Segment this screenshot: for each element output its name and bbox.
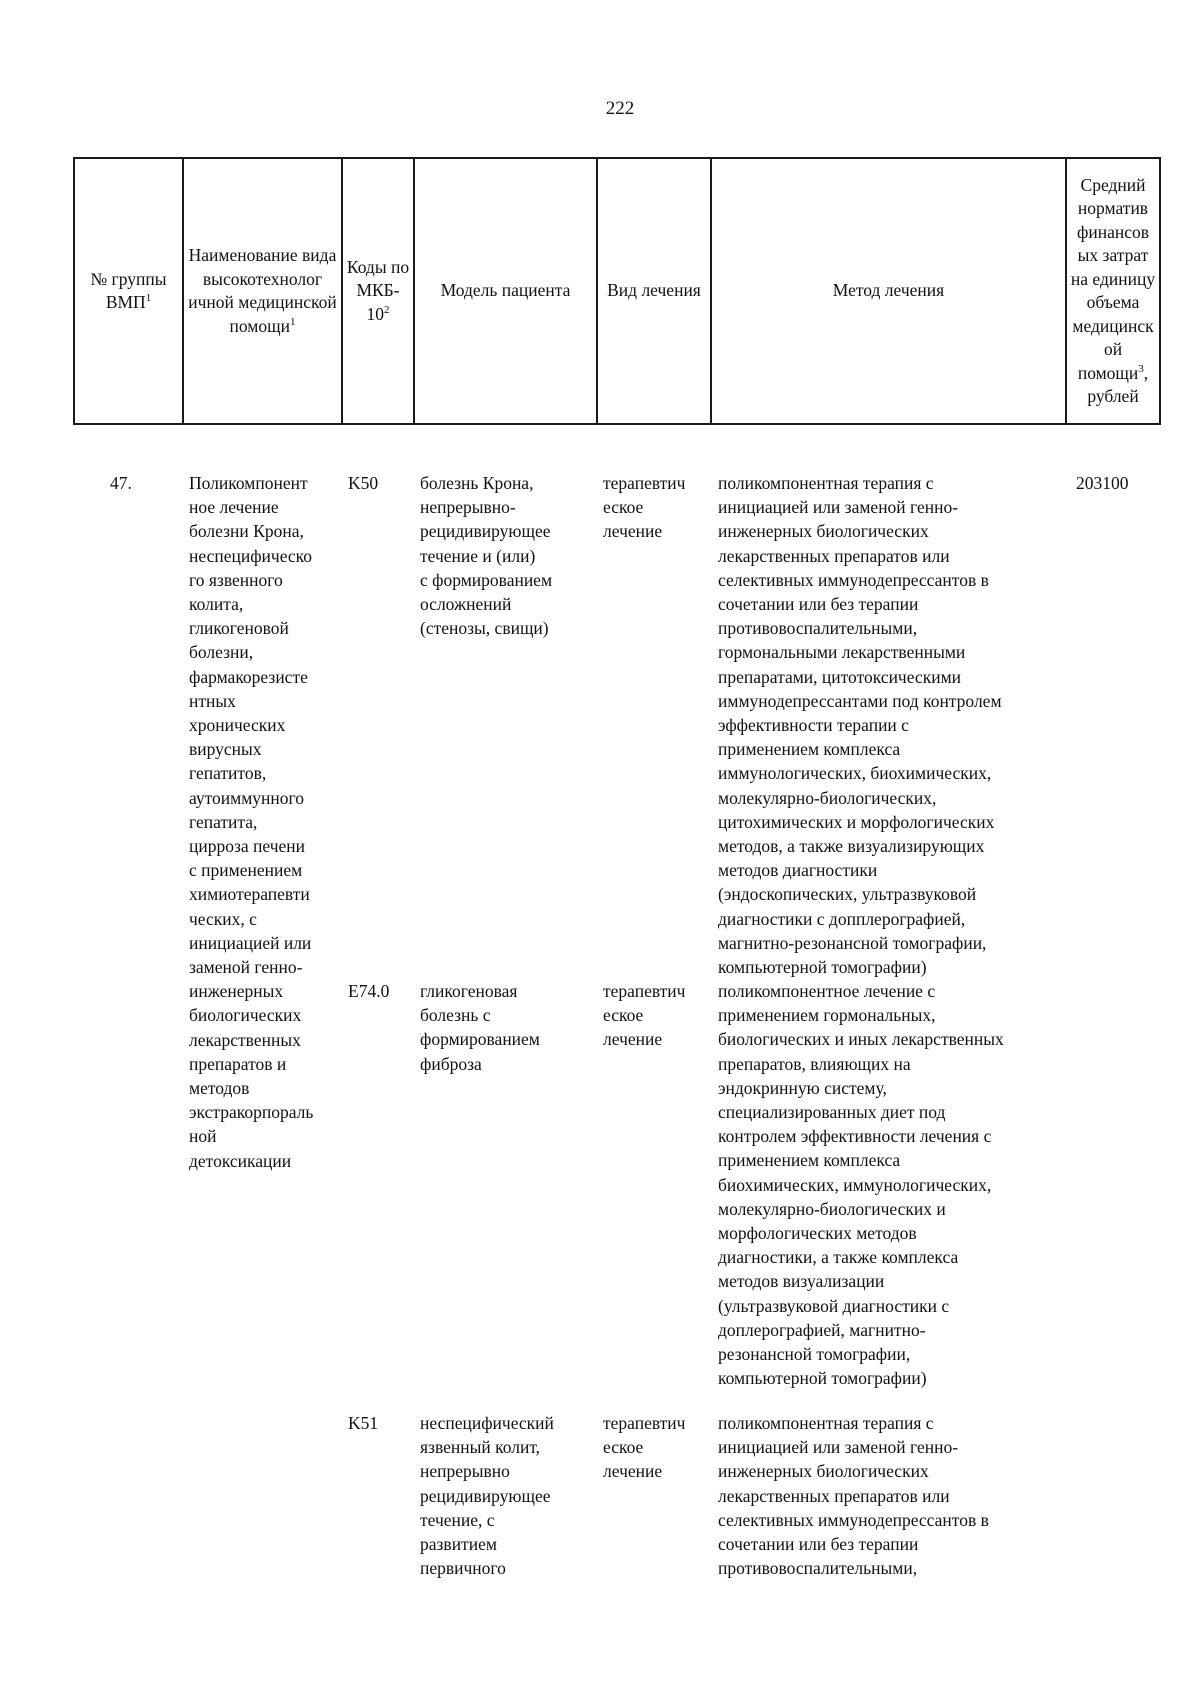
icd-code: E74.0 [348, 981, 390, 1001]
icd-code: K51 [348, 1413, 379, 1433]
header-treatment-type: Вид лечения [597, 158, 711, 424]
icd-code: K50 [348, 473, 379, 493]
header-table [73, 157, 1161, 425]
header-vmp-name: Наименование вида высокотехнолог ичной медицинской помощи$^1$ [183, 158, 342, 424]
header-treatment-method: Метод лечения [711, 158, 1066, 424]
treatment-type: терапевтич еское лечение [603, 981, 686, 1050]
group-number: 47. [110, 473, 132, 493]
patient-model: неспецифический язвенный колит, непрерывно рецидивирующее течение, с развитием первичного [420, 1413, 554, 1579]
header-icd-codes: Коды по МКБ- $10^2$ [342, 158, 414, 424]
treatment-method: поликомпонентная терапия с инициацией или заменой генно- инженерных биологических лекарственных препаратов или селективных иммунодепрессантов в сочетании или без терапии противовоспалительными, гормональными лекарственными препаратами, цитотоксическими иммунодепрессантами под контролем эффективности терапии с применением комплекса иммунологических, биохимических, молекулярно-биологических, цитохимических и морфологических методов, а также визуализирующих методов диагностики (эндоскопических, ультразвуковой диагностики с допплерографией, магнитно-резонансной томографии, компьютерной томографии) [718, 473, 1002, 978]
treatment-method: поликомпонентное лечение с применением гормональных, биологических и иных лекарственных препаратов, влияющих на эндокринную систему, специализированных диет под контролем эффективности лечения с применением комплекса биохимических, иммунологических, молекулярно-биологических и морфологических методов диагностики, а также комплекса методов визуализации (ультразвуковой диагностики с доплерографией, магнитно- резонансной томографии, компьютерной томографии) [718, 981, 1004, 1389]
vmp-name: Поликомпонент ное лечение болезни Крона, неспецифическо го язвенного колита, гликогеновой болезни, фармакорезисте нтных хронических вирусных гепатитов, аутоиммунного гепатита, цирроза печени с применением химиотерапевти ческих, с инициацией или заменой генно- инженерных биологических лекарственных препаратов и методов экстракорпораль ной детоксикации [189, 473, 314, 1171]
header-cost: Средний норматив финансов ых затрат на единицу объема медицинск ой помощи$^3$, рублей [1066, 158, 1160, 424]
patient-model: болезнь Крона, непрерывно- рецидивирующее течение и (или) с формированием осложнений (стенозы, свищи) [420, 473, 553, 639]
header-group-number: № группы ВМП$^1$ [74, 158, 183, 424]
header-row [74, 158, 1160, 424]
patient-model: гликогеновая болезнь с формированием фиброза [420, 981, 540, 1074]
header-patient-model: Модель пациента [414, 158, 597, 424]
cost-value: 203100 [1076, 473, 1129, 493]
treatment-type: терапевтич еское лечение [603, 1413, 686, 1482]
treatment-method: поликомпонентная терапия с инициацией или заменой генно- инженерных биологических лекарственных препаратов или селективных иммунодепрессантов в сочетании или без терапии противовоспалительными, [718, 1413, 989, 1579]
treatment-type: терапевтич еское лечение [603, 473, 686, 542]
page-number: 222 [605, 98, 635, 119]
